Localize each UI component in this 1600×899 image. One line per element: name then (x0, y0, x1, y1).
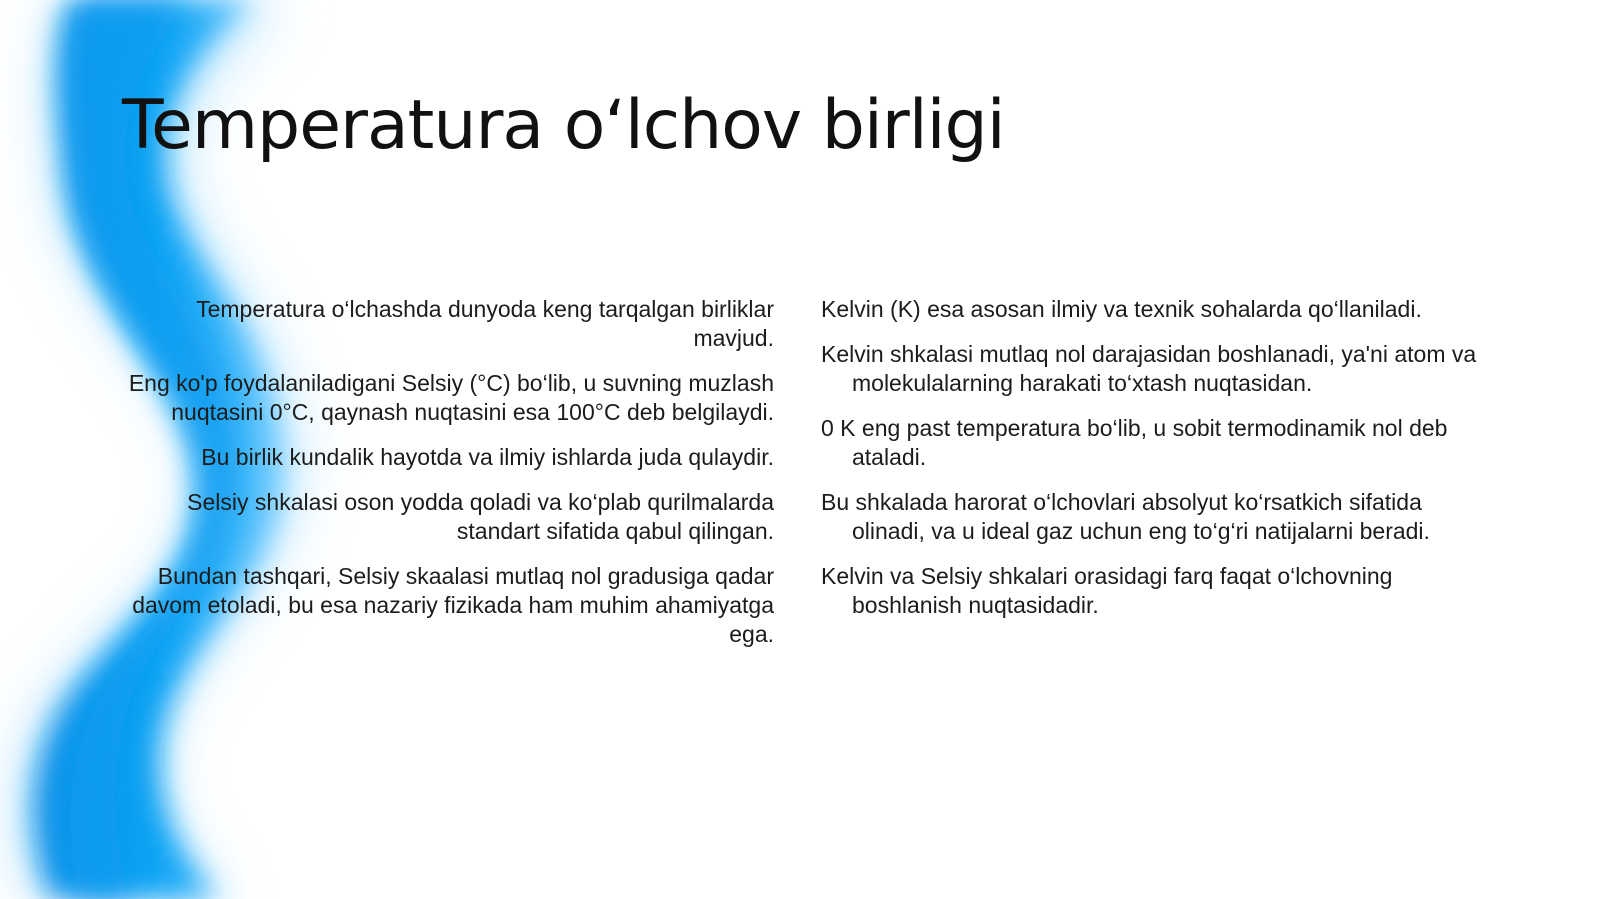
left-paragraph: Selsiy shkalasi oson yodda qoladi va ko‘plab qurilmalarda standart sifatida qabul qilingan. (187, 489, 774, 544)
slide-title: Temperatura o‘lchov birligi (122, 86, 1005, 165)
left-paragraph: Temperatura o‘lchashda dunyoda keng tarqalgan birliklar mavjud. (196, 296, 774, 351)
left-paragraph: Eng ko'p foydalaniladigani Selsiy (°C) bo‘lib, u suvning muzlash nuqtasini 0°C, qaynash nuqtasini esa 100°C deb belgilaydi. (128, 370, 774, 425)
left-text-column (120, 295, 774, 665)
right-paragraph: Kelvin (K) esa asosan ilmiy va texnik sohalarda qo‘llaniladi. (821, 296, 1422, 322)
right-paragraph: Kelvin va Selsiy shkalari orasidagi farq faqat o‘lchovning boshlanish nuqtasidadir. (821, 563, 1393, 618)
right-paragraph: 0 K eng past temperatura bo‘lib, u sobit termodinamik nol deb ataladi. (821, 415, 1448, 470)
right-text-column (821, 295, 1501, 636)
left-paragraph: Bu birlik kundalik hayotda va ilmiy ishlarda juda qulaydir. (201, 444, 774, 470)
right-paragraph: Bu shkalada harorat o‘lchovlari absolyut ko‘rsatkich sifatida olinadi, va u ideal gaz uchun eng to‘g‘ri natijalarni beradi. (821, 489, 1430, 544)
right-paragraph: Kelvin shkalasi mutlaq nol darajasidan boshlanadi, ya'ni atom va molekulalarning harakati to‘xtash nuqtasidan. (821, 341, 1477, 396)
left-paragraph: Bundan tashqari, Selsiy skaalasi mutlaq nol gradusiga qadar davom etoladi, bu esa nazariy fizikada ham muhim ahamiyatga ega. (132, 563, 774, 647)
